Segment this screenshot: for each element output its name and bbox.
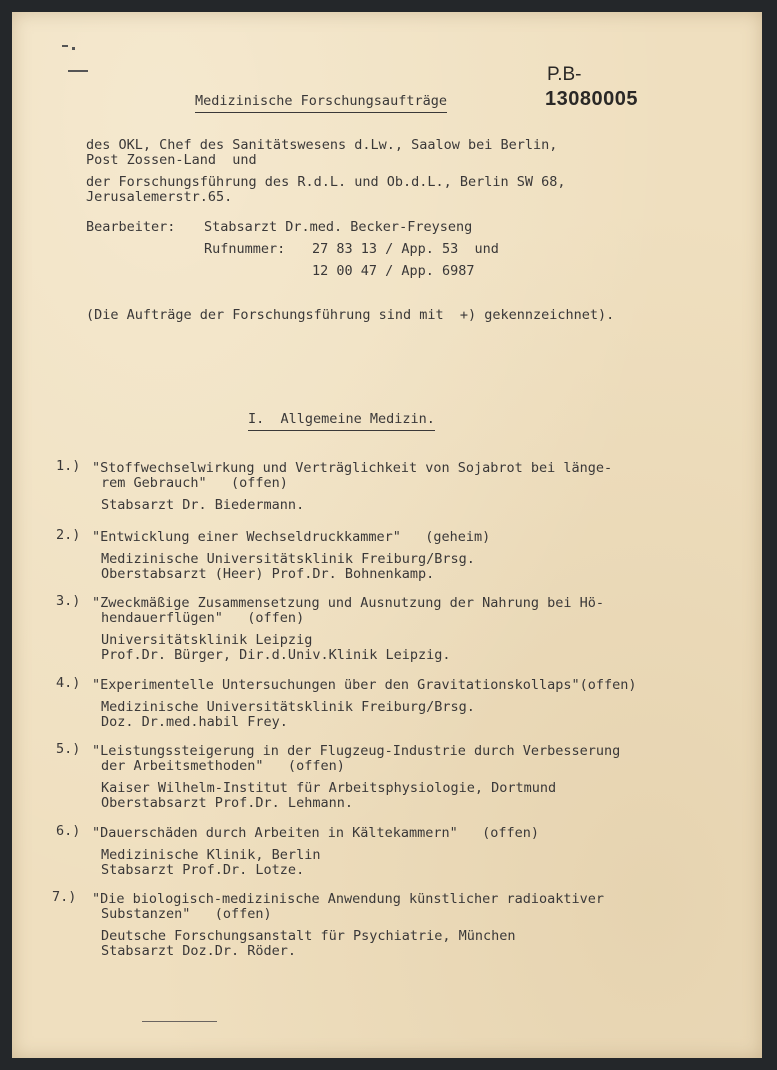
item-institution: Medizinische Universitätsklinik Freiburg/Brsg. [101,699,475,715]
rufnummer-2: 12 00 47 / App. 6987 [312,263,475,279]
footer-rule [142,1021,217,1022]
item-institution: Medizinische Universitätsklinik Freiburg/Brsg. [101,551,475,567]
item-researcher: Stabsarzt Doz.Dr. Röder. [101,943,297,959]
item-institution: Medizinische Klinik, Berlin [101,847,321,863]
item-researcher: Oberstabsarzt (Heer) Prof.Dr. Bohnenkamp. [101,566,435,582]
item-title-line: "Dauerschäden durch Arbeiten in Kältekammern" (offen) [92,825,540,841]
margin-mark [68,70,88,72]
item-title-line: "Leistungssteigerung in der Flugzeug-Industrie durch Verbesserung [92,743,621,759]
document-page [12,12,762,1058]
header-line-2: Post Zossen-Land und [86,152,257,168]
item-title-line: "Stoffwechselwirkung und Verträglichkeit von Sojabrot bei länge- [92,460,613,476]
header-line-1: des OKL, Chef des Sanitätswesens d.Lw., Saalow bei Berlin, [86,137,558,153]
item-researcher: Stabsarzt Dr. Biedermann. [101,497,305,513]
item-number: 4.) [56,675,81,691]
margin-mark [72,47,75,50]
marking-note: (Die Aufträge der Forschungsführung sind mit +) gekennzeichnet). [86,307,615,323]
item-number: 5.) [56,741,81,757]
item-number: 1.) [56,458,81,474]
item-title-line: "Zweckmäßige Zusammensetzung und Ausnutzung der Nahrung bei Hö- [92,595,605,611]
stamp-number: 13080005 [545,88,638,110]
header-line-4: Jerusalemerstr.65. [86,189,233,205]
bearbeiter-name: Stabsarzt Dr.med. Becker-Freyseng [204,219,473,235]
item-title-line: hendauerflügen" (offen) [101,610,305,626]
item-title-line: "Experimentelle Untersuchungen über den Gravitationskollaps"(offen) [92,677,637,693]
item-researcher: Oberstabsarzt Prof.Dr. Lehmann. [101,795,353,811]
section-title: I. Allgemeine Medizin. [248,412,435,431]
item-researcher: Stabsarzt Prof.Dr. Lotze. [101,862,305,878]
rufnummer-label: Rufnummer: [204,241,286,257]
item-title-line: "Die biologisch-medizinische Anwendung künstlicher radioaktiver [92,891,605,907]
item-researcher: Doz. Dr.med.habil Frey. [101,714,288,730]
item-number: 6.) [56,823,81,839]
item-number: 7.) [52,889,77,905]
item-title-line: der Arbeitsmethoden" (offen) [101,758,345,774]
item-institution: Universitätsklinik Leipzig [101,632,313,648]
item-title-line: rem Gebrauch" (offen) [101,475,288,491]
header-line-3: der Forschungsführung des R.d.L. und Ob.d.L., Berlin SW 68, [86,174,566,190]
item-title-line: "Entwicklung einer Wechseldruckkammer" (geheim) [92,529,491,545]
item-researcher: Prof.Dr. Bürger, Dir.d.Univ.Klinik Leipzig. [101,647,451,663]
item-title-line: Substanzen" (offen) [101,906,272,922]
document-title: Medizinische Forschungsaufträge [195,94,447,113]
item-institution: Kaiser Wilhelm-Institut für Arbeitsphysiologie, Dortmund [101,780,557,796]
item-institution: Deutsche Forschungsanstalt für Psychiatrie, München [101,928,516,944]
item-number: 2.) [56,527,81,543]
stamp-prefix: P.B- [547,64,582,85]
bearbeiter-label: Bearbeiter: [86,219,176,235]
item-number: 3.) [56,593,81,609]
margin-mark [62,45,68,47]
rufnummer-1: 27 83 13 / App. 53 und [312,241,499,257]
